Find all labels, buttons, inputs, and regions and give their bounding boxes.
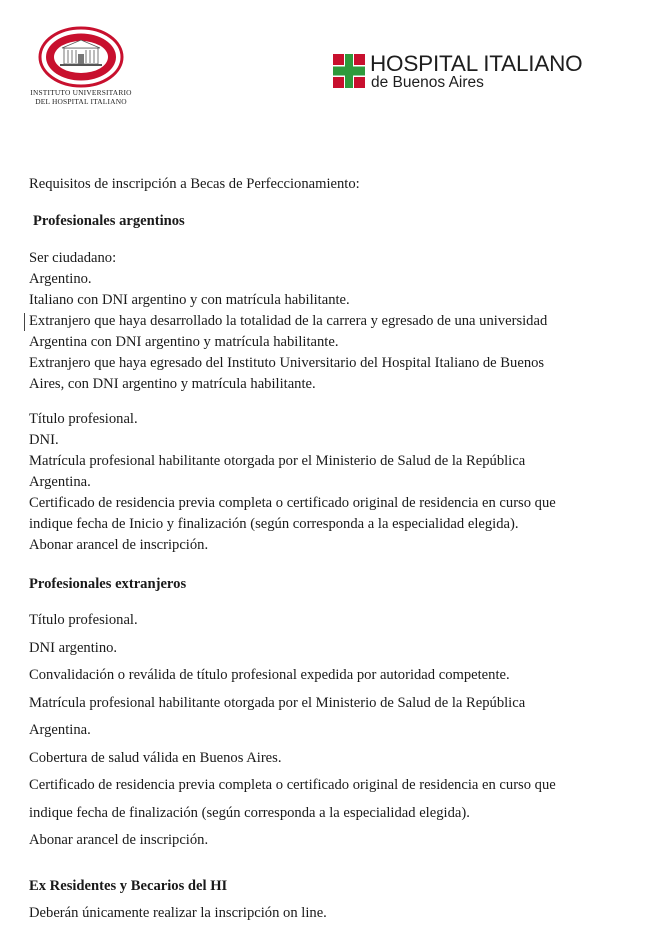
- text-line: Título profesional.: [29, 612, 138, 628]
- text-line: Certificado de residencia previa completa o certificado original de residencia en curso que: [29, 495, 556, 511]
- instituto-caption: [22, 89, 140, 106]
- text-line: Argentina con DNI argentino y matrícula habilitante.: [29, 334, 339, 350]
- instituto-universitario-logo: [22, 26, 140, 110]
- hospital-cross-icon: [333, 54, 365, 88]
- instituto-caption-line2: DEL HOSPITAL ITALIANO: [35, 96, 127, 106]
- text-line: Argentina.: [29, 722, 91, 738]
- text-line: Argentino.: [29, 271, 92, 287]
- text-line: Ser ciudadano:: [29, 250, 117, 266]
- text-cursor: [24, 313, 25, 331]
- text-line: DNI argentino.: [29, 640, 118, 656]
- hospital-subtitle: de Buenos Aires: [371, 74, 484, 91]
- text-line: Matrícula profesional habilitante otorgada por el Ministerio de Salud de la República: [29, 695, 526, 711]
- text-line: Certificado de residencia previa completa o certificado original de residencia en curso que: [29, 777, 556, 793]
- text-line: Italiano con DNI argentino y con matrícula habilitante.: [29, 292, 350, 308]
- text-line: Cobertura de salud válida en Buenos Aires.: [29, 750, 282, 766]
- text-line: Abonar arancel de inscripción.: [29, 832, 209, 848]
- text-line: Extranjero que haya egresado del Instituto Universitario del Hospital Italiano de Buenos: [29, 355, 545, 371]
- text-line: Deberán únicamente realizar la inscripción on line.: [29, 905, 327, 921]
- heading-profesionales-extranjeros: Profesionales extranjeros: [29, 576, 187, 592]
- instituto-seal-icon: [38, 26, 124, 88]
- intro-text: Requisitos de inscripción a Becas de Perfeccionamiento:: [29, 176, 360, 192]
- text-line: Aires, con DNI argentino y matrícula habilitante.: [29, 376, 316, 392]
- text-line: Matrícula profesional habilitante otorgada por el Ministerio de Salud de la República: [29, 453, 526, 469]
- hospital-italiano-logo: [333, 52, 613, 96]
- text-line: Argentina.: [29, 474, 91, 490]
- text-line: Convalidación o reválida de título profesional expedida por autoridad competente.: [29, 667, 510, 683]
- text-line: indique fecha de Inicio y finalización (según corresponda a la especialidad elegida).: [29, 516, 519, 532]
- heading-ex-residentes: Ex Residentes y Becarios del HI: [29, 878, 228, 894]
- text-line: Abonar arancel de inscripción.: [29, 537, 209, 553]
- instituto-caption-line1: INSTITUTO UNIVERSITARIO: [30, 88, 132, 97]
- text-line: DNI.: [29, 432, 59, 448]
- text-line: Extranjero que haya desarrollado la totalidad de la carrera y egresado de una universidad: [29, 313, 548, 329]
- heading-profesionales-argentinos: Profesionales argentinos: [33, 213, 185, 229]
- text-line: Título profesional.: [29, 411, 138, 427]
- hospital-name: HOSPITAL ITALIANO: [370, 51, 583, 76]
- text-line: indique fecha de finalización (según corresponda a la especialidad elegida).: [29, 805, 470, 821]
